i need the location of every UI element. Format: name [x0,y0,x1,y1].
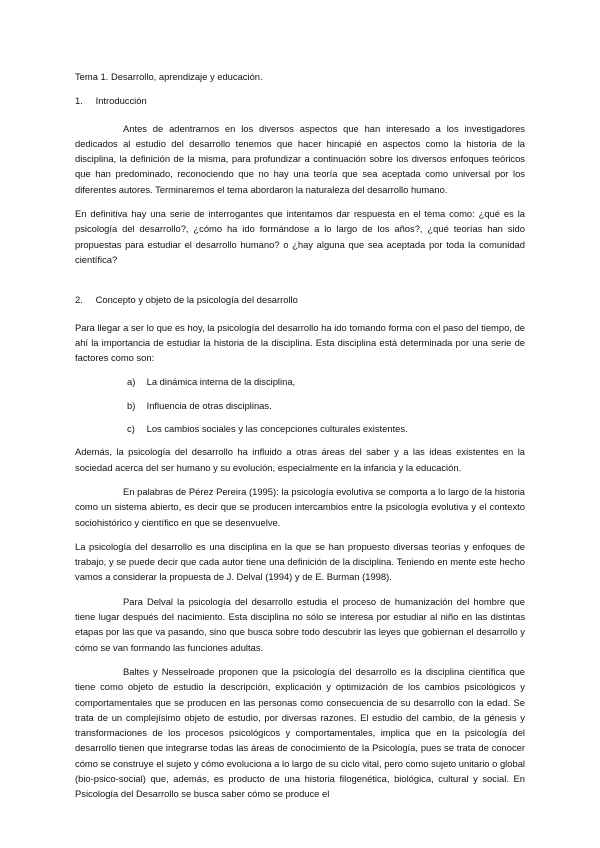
paragraph: En definitiva hay una serie de interrogantes que intentamos dar respuesta en el tema como: ¿qué es la psicología del desarrollo?, ¿cómo ha ido formándose a lo largo de los años?, ¿qué teorías han sido propuestas para estudiar el desarrollo humano? o ¿hay alguna que sea aceptada por toda la comunidad científica? [75,208,525,265]
section-heading-concepto [75,292,525,307]
document-title: Tema 1. Desarrollo, aprendizaje y educación. [75,71,263,82]
list-item [127,398,525,413]
list-item-text: Los cambios sociales y las concepciones culturales existentes. [146,423,408,435]
list-item [127,421,525,436]
section-number: 1. [75,95,83,107]
section-number: 2. [75,294,83,306]
list-item-text: Influencia de otras disciplinas. [146,399,272,411]
paragraph: En palabras de Pérez Pereira (1995): la psicología evolutiva se comporta a lo largo de la historia como un sistema abierto, es decir que se producen intercambios entre la psicología evolutiva y el contexto sociohistórico y científico en que se desenvuelve. [75,485,525,528]
list-marker: c) [127,423,135,435]
paragraph: Baltes y Nesselroade proponen que la psicología del desarrollo es la disciplina científica que tiene como objeto de estudio la descripción, explicación y optimización de los cambios psicológicos y comportamentales que se producen en las personas como consecuencia de su desarrollo con la edad. Se trata de un complejísimo objeto de estudio, por diversas razones. El estudio del cambio, de la génesis y transformaciones de los procesos psicológicos y comportamentales, implica que en la psicología del desarrollo tienen que integrarse todas las áreas de conocimiento de la Psicología, pues se trata de conocer cómo se construye el sujeto y cómo evoluciona a lo largo de su ciclo vital, pero como sujeto unitario o global (bio-psico-social) que, además, es producto de una historia filogenética, biológica, cultural y social. En Psicología del Desarrollo se busca saber cómo se produce el [75,665,525,800]
factor-list [75,374,525,436]
paragraph: Para llegar a ser lo que es hoy, la psicología del desarrollo ha ido tomando forma con el paso del tiempo, de ahí la importancia de estudiar la historia de la disciplina. Esta disciplina está determinada por una serie de factores como son: [75,321,525,364]
section-title: Introducción [95,95,147,107]
section-heading-introduccion [75,93,525,108]
list-marker: b) [127,399,136,411]
paragraph: Antes de adentrarnos en los diversos aspectos que han interesado a los investigadores dedicados al estudio del desarrollo tenemos que hacer hincapié en aspectos como la historia de la disciplina, la definición de la misma, para profundizar a continuación sobre los diversos enfoques teóricos que han predominado, reconociendo que no hay una teoría que sea aceptada como universal por los diferentes autores. Terminaremos el tema abordaron la naturaleza del desarrollo humano. [75,122,525,195]
section-title: Concepto y objeto de la psicología del desarrollo [95,294,298,306]
list-item [127,374,525,389]
section-spacer [75,276,525,292]
list-item-text: La dinámica interna de la disciplina, [146,376,296,388]
paragraph: Para Delval la psicología del desarrollo estudia el proceso de humanización del hombre que tiene lugar después del nacimiento. Esta disciplina no sólo se interesa por estudiar al niño en las distintas etapas por las que va pasando, sino que busca sobre todo descubrir las leyes que gobiernan el desarrollo y cómo se van formando las funciones adultas. [75,595,525,653]
list-marker: a) [127,376,136,388]
paragraph: La psicología del desarrollo es una disciplina en la que se han propuesto diversas teorías y enfoques de trabajo, y se puede decir que cada autor tiene una definición de la disciplina. Teniendo en mente este hecho vamos a considerar la propuesta de J. Delval (1994) y de E. Burman (1998). [75,540,525,583]
paragraph: Además, la psicología del desarrollo ha influido a otras áreas del saber y a las ideas existentes en la sociedad acerca del ser humano y su evolución, especialmente en la infancia y la educación. [75,446,525,473]
